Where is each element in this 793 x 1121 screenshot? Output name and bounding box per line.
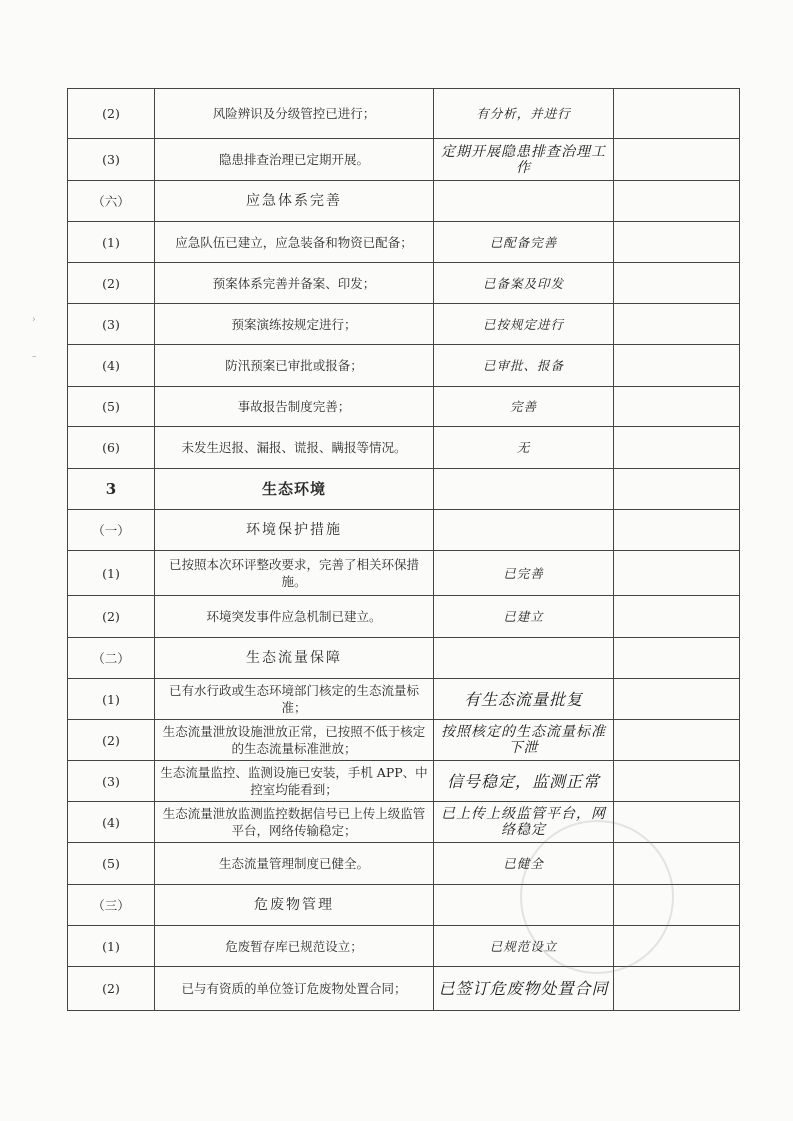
section-number: （二）: [68, 638, 155, 679]
item-number: (2): [68, 263, 155, 304]
item-number: (2): [68, 89, 155, 139]
section-row: [68, 181, 740, 222]
item-number: (1): [68, 222, 155, 263]
response-cell: [434, 181, 614, 222]
response-cell: [434, 469, 614, 510]
item-text: 生态流量泄放设施泄放正常，已按照不低于核定的生态流量标准泄放；: [155, 720, 434, 761]
item-number: (1): [68, 926, 155, 967]
remark-cell: [614, 181, 740, 222]
major-section-title: 生态环境: [155, 469, 434, 510]
table-row: [68, 967, 740, 1011]
table-row: [68, 679, 740, 720]
handwritten-response: 有生态流量批复: [434, 679, 614, 720]
remark-cell: [614, 427, 740, 469]
section-row: [68, 638, 740, 679]
item-number: (5): [68, 843, 155, 885]
section-title: 生态流量保障: [155, 638, 434, 679]
remark-cell: [614, 638, 740, 679]
item-text: 隐患排查治理已定期开展。: [155, 139, 434, 181]
handwritten-response: 完善: [434, 387, 614, 427]
remark-cell: [614, 596, 740, 638]
handwritten-response: 已备案及印发: [434, 263, 614, 304]
table-row: [68, 222, 740, 263]
item-number: (1): [68, 551, 155, 596]
remark-cell: [614, 304, 740, 345]
handwritten-response: 已审批、报备: [434, 345, 614, 387]
handwritten-response: 已上传上级监管平台，网络稳定: [434, 802, 614, 843]
item-text: 生态流量监控、监测设施已安装，手机 APP、中控室均能看到；: [155, 761, 434, 802]
section-title: 应急体系完善: [155, 181, 434, 222]
remark-cell: [614, 510, 740, 551]
major-section-row: [68, 469, 740, 510]
remark-cell: [614, 761, 740, 802]
response-cell: [434, 510, 614, 551]
item-text: 已按照本次环评整改要求，完善了相关环保措施。: [155, 551, 434, 596]
handwritten-response: 有分析，并进行: [434, 89, 614, 139]
handwritten-response: 已完善: [434, 551, 614, 596]
faint-seal-stamp: [520, 820, 674, 974]
item-text: 防汛预案已审批或报备；: [155, 345, 434, 387]
table-row: [68, 761, 740, 802]
item-number: (3): [68, 761, 155, 802]
item-text: 未发生迟报、漏报、谎报、瞒报等情况。: [155, 427, 434, 469]
item-text: 生态流量管理制度已健全。: [155, 843, 434, 885]
item-text: 应急队伍已建立，应急装备和物资已配备；: [155, 222, 434, 263]
remark-cell: [614, 222, 740, 263]
remark-cell: [614, 263, 740, 304]
item-text: 危废暂存库已规范设立；: [155, 926, 434, 967]
section-row: [68, 510, 740, 551]
item-number: (4): [68, 802, 155, 843]
table-row: [68, 387, 740, 427]
section-number: （六）: [68, 181, 155, 222]
remark-cell: [614, 469, 740, 510]
remark-cell: [614, 89, 740, 139]
handwritten-response: 已建立: [434, 596, 614, 638]
remark-cell: [614, 139, 740, 181]
handwritten-response: 定期开展隐患排查治理工作: [434, 139, 614, 181]
item-text: 预案体系完善并备案、印发；: [155, 263, 434, 304]
item-number: (2): [68, 596, 155, 638]
margin-mark: ›: [32, 315, 36, 325]
table-row: [68, 345, 740, 387]
remark-cell: [614, 551, 740, 596]
table-row: [68, 720, 740, 761]
item-text: 风险辨识及分级管控已进行；: [155, 89, 434, 139]
handwritten-response: 无: [434, 427, 614, 469]
item-number: (4): [68, 345, 155, 387]
item-number: (3): [68, 139, 155, 181]
handwritten-response: 信号稳定，监测正常: [434, 761, 614, 802]
table-row: [68, 551, 740, 596]
margin-mark: –: [32, 352, 37, 362]
remark-cell: [614, 387, 740, 427]
response-cell: [434, 638, 614, 679]
remark-cell: [614, 679, 740, 720]
item-text: 事故报告制度完善；: [155, 387, 434, 427]
item-number: (2): [68, 967, 155, 1011]
item-number: (6): [68, 427, 155, 469]
handwritten-response: 已签订危废物处置合同: [434, 967, 614, 1011]
table-row: [68, 263, 740, 304]
table-row: [68, 427, 740, 469]
section-title: 环境保护措施: [155, 510, 434, 551]
handwritten-response: 已按规定进行: [434, 304, 614, 345]
remark-cell: [614, 967, 740, 1011]
item-text: 已有水行政或生态环境部门核定的生态流量标准；: [155, 679, 434, 720]
table-row: [68, 139, 740, 181]
major-section-number: 3: [68, 469, 155, 510]
item-text: 已与有资质的单位签订危废物处置合同；: [155, 967, 434, 1011]
item-number: (1): [68, 679, 155, 720]
item-number: (2): [68, 720, 155, 761]
item-text: 预案演练按规定进行；: [155, 304, 434, 345]
handwritten-response: 已配备完善: [434, 222, 614, 263]
item-text: 生态流量泄放监测监控数据信号已上传上级监管平台，网络传输稳定；: [155, 802, 434, 843]
remark-cell: [614, 720, 740, 761]
item-number: (3): [68, 304, 155, 345]
section-number: （一）: [68, 510, 155, 551]
remark-cell: [614, 345, 740, 387]
handwritten-response: 已健全: [434, 843, 614, 885]
section-title: 危废物管理: [155, 885, 434, 926]
table-row: [68, 89, 740, 139]
handwritten-response: 按照核定的生态流量标准下泄: [434, 720, 614, 761]
table-row: [68, 304, 740, 345]
item-number: (5): [68, 387, 155, 427]
section-number: （三）: [68, 885, 155, 926]
item-text: 环境突发事件应急机制已建立。: [155, 596, 434, 638]
handwritten-response: 已规范设立: [434, 926, 614, 967]
table-row: [68, 596, 740, 638]
